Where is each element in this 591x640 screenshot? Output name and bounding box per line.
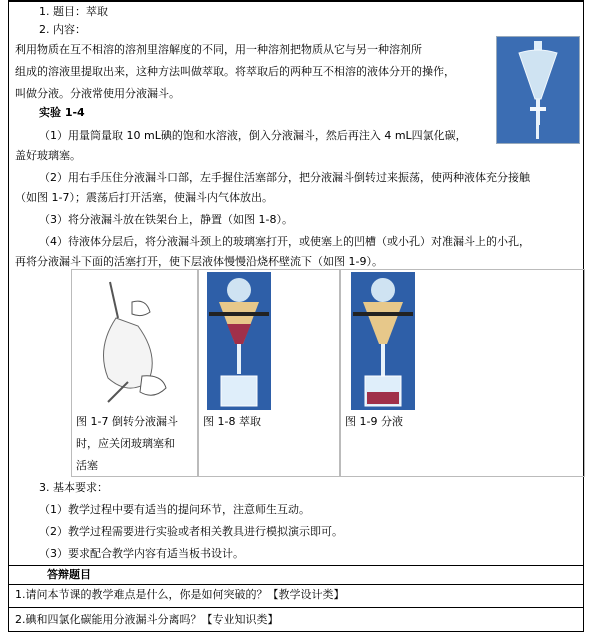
figure-1-8-image (207, 272, 271, 410)
step-1-line-1: （1）用量筒量取 10 mL碘的饱和水溶液，倒入分液漏斗，然后再注入 4 mL四氯化碳， (39, 129, 467, 142)
funnel-photo (496, 36, 580, 144)
figure-1-7-cell (71, 269, 198, 477)
experiment-title: 实验 1-4 (39, 106, 85, 119)
content-label: 2. 内容： (39, 23, 86, 36)
step-3: （3）将分液漏斗放在铁架台上，静置（如图 1-8）。 (39, 213, 293, 226)
topic-line: 1. 题目：萃取 (39, 5, 108, 18)
figure-1-8-caption: 图 1-8 萃取 (203, 415, 261, 428)
step-4-line-1: （4）待液体分层后，将分液漏斗颈上的玻璃塞打开，或使塞上的凹槽（或小孔）对准漏斗上的小孔， (39, 235, 530, 248)
question-2: 2.碘和四氯化碳能用分液漏斗分离吗？【专业知识类】 (15, 613, 279, 626)
figure-1-7-caption-3: 活塞 (76, 459, 98, 472)
answers-heading: 答辩题目 (47, 568, 91, 581)
step-4-line-2: 再将分液漏斗下面的活塞打开，使下层液体慢慢沿烧杯壁流下（如图 1-9）。 (15, 255, 383, 268)
intro-line-2: 组成的溶液里提取出来，这种方法叫做萃取。将萃取后的两种互不相溶的液体分开的操作， (15, 65, 455, 78)
figure-1-7-caption-1: 图 1-7 倒转分液漏斗 (76, 415, 178, 428)
intro-line-1: 利用物质在互不相溶的溶剂里溶解度的不同，用一种溶剂把物质从它与另一种溶剂所 (15, 43, 422, 56)
question-1: 1.请问本节课的教学难点是什么，你是如何突破的？【教学设计类】 (15, 588, 345, 601)
requirement-2: （2）教学过程需要进行实验或者相关教具进行模拟演示即可。 (39, 525, 343, 538)
requirement-3: （3）要求配合教学内容有适当板书设计。 (39, 547, 244, 560)
requirements-title: 3. 基本要求： (39, 481, 108, 494)
figure-1-9-caption: 图 1-9 分液 (345, 415, 403, 428)
figure-1-8-cell (198, 269, 340, 477)
figure-1-7-image (88, 278, 180, 410)
step-2-line-1: （2）用右手压住分液漏斗口部，左手握住活塞部分，把分液漏斗倒转过来振荡，使两种液体充分接触 (39, 171, 530, 184)
figure-1-9-image (351, 272, 415, 410)
step-2-line-2: （如图 1-7）；震荡后打开活塞，使漏斗内气体放出。 (15, 191, 273, 204)
step-1-line-2: 盖好玻璃塞。 (15, 149, 81, 162)
requirement-1: （1）教学过程中要有适当的提问环节，注意师生互动。 (39, 503, 310, 516)
intro-line-3: 叫做分液。分液常使用分液漏斗。 (15, 87, 180, 100)
figure-1-7-caption-2: 时，应关闭玻璃塞和 (76, 437, 175, 450)
figure-1-9-cell (340, 269, 585, 477)
content-table (8, 0, 584, 632)
